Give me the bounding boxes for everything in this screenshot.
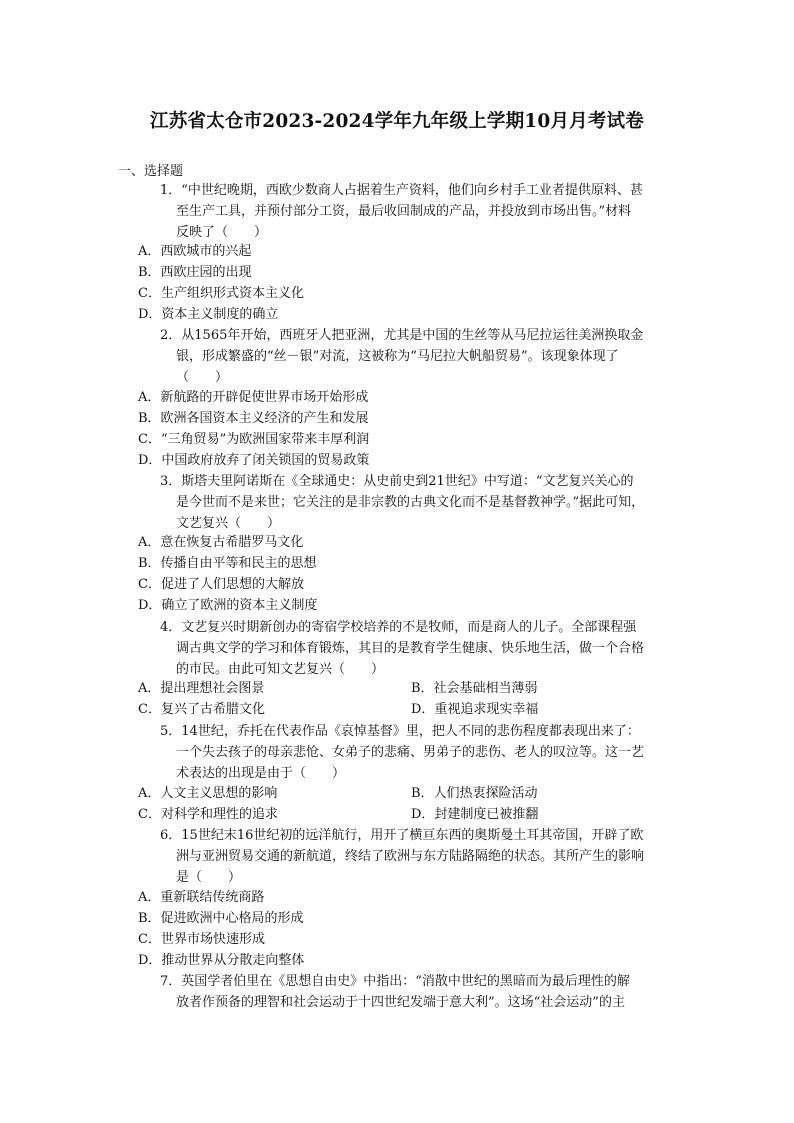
q1-option-d[interactable]: D．资本主义制度的确立 xyxy=(138,307,279,322)
page-title: 江苏省太仓市2023-2024学年九年级上学期10月月考试卷 xyxy=(150,111,644,132)
q2-option-a[interactable]: A．新航路的开辟促使世界市场开始形成 xyxy=(138,390,369,405)
q4-option-b[interactable]: B．社会基础相当薄弱 xyxy=(411,681,538,696)
question-4-line-3: 的市民。由此可知文艺复兴（ ） xyxy=(176,662,385,677)
question-1-line-2: 至生产工具，并预付部分工资，最后收回制成的产品，并投放到市场出售。”材料 xyxy=(176,204,632,219)
question-7-line-2: 放者作预备的理智和社会运动于十四世纪发端于意大利”。这场“社会运动”的主 xyxy=(176,995,625,1010)
question-6-line-1: 6．15世纪末16世纪初的远洋航行，用开了横亘东西的奥斯曼土耳其帝国，开辟了欧 xyxy=(160,828,644,843)
question-5-line-3: 术表达的出现是由于（ ） xyxy=(176,766,346,781)
q5-option-a[interactable]: A．人文主义思想的影响 xyxy=(138,786,278,801)
q5-option-b[interactable]: B．人们热衷探险活动 xyxy=(411,786,538,801)
q5-option-c[interactable]: C．对科学和理性的追求 xyxy=(138,807,278,822)
question-3-line-1: 3．斯塔夫里阿诺斯在《全球通史：从史前史到21世纪》中写道：“文艺复兴关心的 xyxy=(160,474,634,489)
question-1-line-3: 反映了（ ） xyxy=(176,225,268,240)
q6-option-d[interactable]: D．推动世界从分散走向整体 xyxy=(138,953,305,968)
q4-option-a[interactable]: A．提出理想社会图景 xyxy=(138,681,265,696)
question-6-line-2: 洲与亚洲贸易交通的新航道，终结了欧洲与东方陆路隔绝的状态。其所产生的影响 xyxy=(176,849,645,864)
q6-option-c[interactable]: C．世界市场快速形成 xyxy=(138,932,265,947)
q3-option-b[interactable]: B．传播自由平等和民主的思想 xyxy=(138,556,317,571)
question-3-line-2: 是今世而不是来世；它关注的是非宗教的古典文化而不是基督教神学。”据此可知， xyxy=(176,495,645,510)
question-2-line-3: （ ） xyxy=(176,370,229,385)
section-heading: 一、选择题 xyxy=(118,164,184,179)
q6-option-a[interactable]: A．重新联结传统商路 xyxy=(138,890,265,905)
question-5-line-2: 一个失去孩子的母亲悲怆、女弟子的悲痛、男弟子的悲伤、老人的叹泣等。这一艺 xyxy=(176,745,645,760)
q1-option-c[interactable]: C．生产组织形式资本主义化 xyxy=(138,286,304,301)
q3-option-a[interactable]: A．意在恢复古希腊罗马文化 xyxy=(138,535,304,550)
question-4-line-2: 调古典文学的学习和体育锻炼，其目的是教育学生健康、快乐地生活，做一个合格 xyxy=(176,641,645,656)
q5-option-d[interactable]: D．封建制度已被推翻 xyxy=(411,807,539,822)
question-5-line-1: 5．14世纪，乔托在代表作品《哀悼基督》里，把人不同的悲伤程度都表现出来了： xyxy=(160,724,640,739)
question-2-line-1: 2．从1565年开始，西班牙人把亚洲，尤其是中国的生丝等从马尼拉运往美洲换取金 xyxy=(160,328,644,343)
q1-option-b[interactable]: B．西欧庄园的出现 xyxy=(138,265,252,280)
q2-option-c[interactable]: C．“三角贸易”为欧洲国家带来丰厚利润 xyxy=(138,432,370,447)
q3-option-c[interactable]: C．促进了人们思想的大解放 xyxy=(138,577,304,592)
q2-option-d[interactable]: D．中国政府放弃了闭关锁国的贸易政策 xyxy=(138,453,370,468)
q6-option-b[interactable]: B．促进欧洲中心格局的形成 xyxy=(138,911,304,926)
question-3-line-3: 文艺复兴（ ） xyxy=(176,516,281,531)
question-7-line-1: 7．英国学者伯里在《思想自由史》中指出：“消散中世纪的黑暗而为最后理性的解 xyxy=(160,974,630,989)
q3-option-d[interactable]: D．确立了欧洲的资本主义制度 xyxy=(138,598,318,613)
question-2-line-2: 银，形成繁盛的“丝－银”对流，这被称为“马尼拉大帆船贸易”。该现象体现了 xyxy=(176,349,619,364)
q4-option-d[interactable]: D．重视追求现实幸福 xyxy=(411,702,539,717)
q2-option-b[interactable]: B．欧洲各国资本主义经济的产生和发展 xyxy=(138,411,369,426)
question-1-line-1: 1．“中世纪晚期，西欧少数商人占据着生产资料，他们向乡村手工业者提供原料、甚 xyxy=(160,183,643,198)
q1-option-a[interactable]: A．西欧城市的兴起 xyxy=(138,244,252,259)
q4-option-c[interactable]: C．复兴了古希腊文化 xyxy=(138,702,265,717)
question-4-line-1: 4．文艺复兴时期新创办的寄宿学校培养的不是牧师，而是商人的儿子。全部课程强 xyxy=(160,620,637,635)
question-6-line-3: 是（ ） xyxy=(176,870,242,885)
